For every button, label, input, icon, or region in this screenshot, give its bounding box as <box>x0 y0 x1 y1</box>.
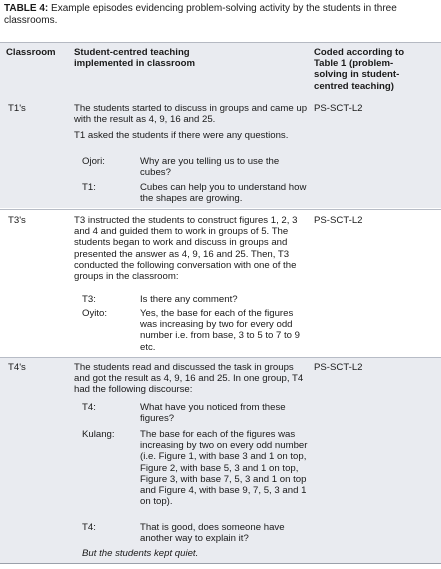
dialogue-speaker: Kulang: <box>82 429 115 440</box>
header-coded: Coded according to Table 1 (problem-solving in student-centred teaching) <box>314 47 405 92</box>
row-paragraph: T3 instructed the students to construct figures 1, 2, 3 and 4 and guided them to work in groups of 5. The students began to work and discuss in groups and presented the answer as 4, 9, 16 and 25. Then, T3 conducted the following conversation with one of the groups in the classroom: <box>74 215 298 283</box>
row-paragraph: T1 asked the students if there were any questions. <box>74 130 289 141</box>
dialogue-speaker: Oyito: <box>82 308 108 319</box>
table-label: TABLE 4: <box>4 3 49 14</box>
dialogue-text: Cubes can help you to understand how the shapes are growing. <box>140 182 307 205</box>
header-classroom: Classroom <box>6 47 56 58</box>
row-classroom: T4's <box>8 362 26 373</box>
dialogue-speaker: T4: <box>82 522 96 533</box>
dialogue-speaker: T1: <box>82 182 96 193</box>
table-caption-text: Example episodes evidencing problem-solving activity by the students in three classrooms. <box>4 3 397 26</box>
row-code: PS-SCT-L2 <box>314 362 363 373</box>
dialogue-speaker: T3: <box>82 294 96 305</box>
table-row <box>0 209 441 357</box>
row-paragraph: The students started to discuss in groups and came up with the result as 4, 9, 16 and 25. <box>74 103 308 126</box>
row-code: PS-SCT-L2 <box>314 103 363 114</box>
table-caption <box>4 3 438 26</box>
dialogue-text: Yes, the base for each of the figures was increasing by two for every odd number i.e. from base, 3 to 5 to 7 to 9 etc. <box>140 308 300 353</box>
table-row <box>0 99 441 208</box>
dialogue-text: What have you noticed from these figures? <box>140 402 286 425</box>
row-paragraph: The students read and discussed the task in groups and got the result as 4, 9, 16 and 25. In one group, T4 had the following discourse: <box>74 362 304 396</box>
dialogue-speaker: T4: <box>82 402 96 413</box>
dialogue-text: Why are you telling us to use the cubes? <box>140 156 280 179</box>
dialogue-speaker: Ojori: <box>82 156 105 167</box>
row-classroom: T1's <box>8 103 26 114</box>
table-header <box>0 42 441 100</box>
row-code: PS-SCT-L2 <box>314 215 363 226</box>
row-classroom: T3's <box>8 215 26 226</box>
table-bottom-rule <box>0 563 441 564</box>
dialogue-text: That is good, does someone have another way to explain it? <box>140 522 285 545</box>
dialogue-text: Is there any comment? <box>140 294 238 305</box>
table-row <box>0 357 441 564</box>
header-teaching: Student-centred teaching implemented in classroom <box>74 47 196 70</box>
dialogue-text: The base for each of the figures was increasing by two on every odd number (i.e. Figure 1, with base 3 and 1 on top, Figure 2, with base 5, 3 and 1 on top, Figure 3, with base 7, 5, 3 and 1 on top and Figure 4, with base 9, 7, 5, 3 and 1 on top). <box>140 429 308 508</box>
closing-note: But the students kept quiet. <box>82 548 199 559</box>
